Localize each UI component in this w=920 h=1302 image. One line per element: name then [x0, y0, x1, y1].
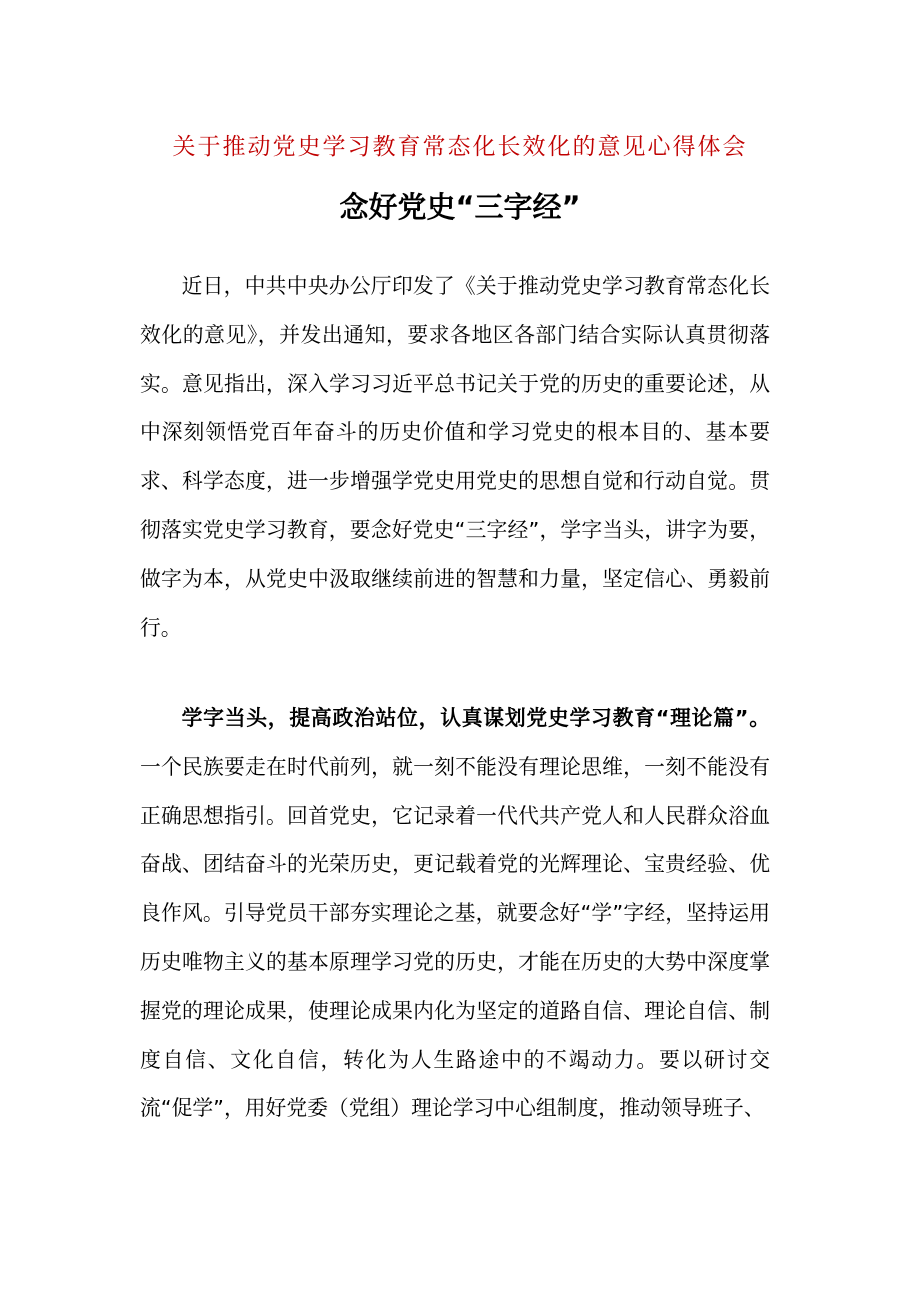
document-title: 关于推动党史学习教育常态化长效化的意见心得体会	[172, 134, 748, 160]
paragraph-study-lead: 学字当头，提高政治站位，认真谋划党史学习教育“理论篇”。	[181, 706, 770, 730]
document-subtitle: 念好党史“三字经”	[339, 190, 581, 224]
paragraph-study-text: 一个民族要走在时代前列，就一刻不能没有理论思维，一刻不能没有正确思想指引。回首党史，它记录着一代代共产党人和人民群众浴血奋战、团结奋斗的光荣历史，更记载着党的光辉理论、宝贵经验、优良作风。引导党员干部夯实理论之基，就要念好“学”字经，坚持运用历史唯物主义的基本原理学习党的历史，才能在历史的大势中深度掌握党的理论成果，使理论成果内化为坚定的道路自信、理论自信、制度自信、文化自信，转化为人生路途中的不竭动力。要以研讨交流“促学”，用好党委（党组）理论学习中心组制度，推动领导班子、	[140, 754, 770, 1121]
paragraph-intro	[140, 262, 770, 652]
paragraph-intro-text: 近日，中共中央办公厅印发了《关于推动党史学习教育常态化长效化的意见》，并发出通知，要求各地区各部门结合实际认真贯彻落实。意见指出，深入学习习近平总书记关于党的历史的重要论述，从中深刻领悟党百年奋斗的历史价值和学习党史的根本目的、基本要求、科学态度，进一步增强学党史用党史的思想自觉和行动自觉。贯彻落实党史学习教育，要念好党史“三字经”，学字当头，讲字为要，做字为本，从党史中汲取继续前进的智慧和力量，坚定信心、勇毅前行。	[140, 274, 770, 640]
paragraph-study-section	[140, 694, 770, 1133]
